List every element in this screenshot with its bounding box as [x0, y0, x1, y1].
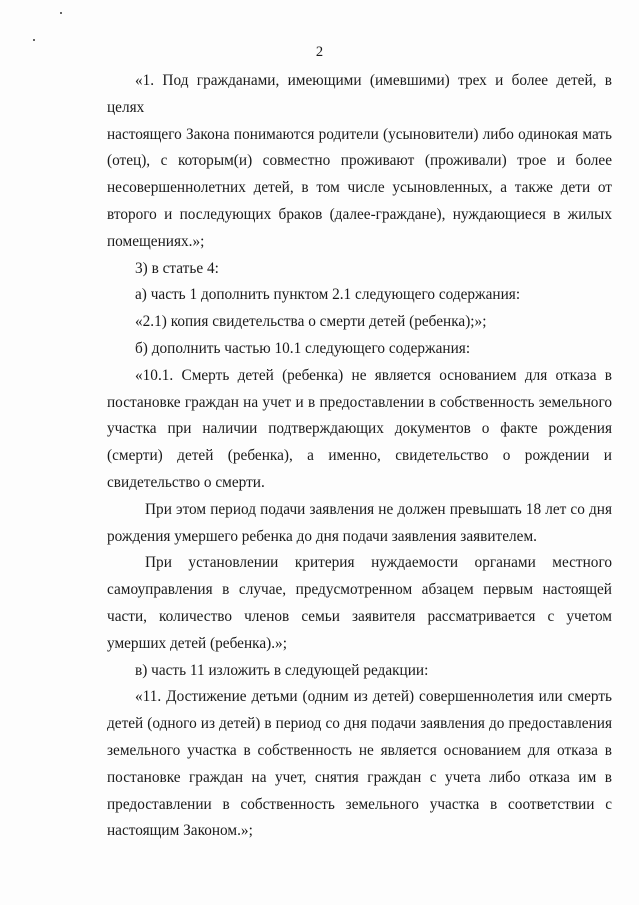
text-line: свидетельство о смерти.	[107, 473, 265, 491]
text-line: б) дополнить частью 10.1 следующего содержания:	[135, 339, 471, 357]
paragraph	[107, 68, 612, 256]
paragraph	[107, 658, 612, 685]
text-line: земельного участка в собственность не является основанием для отказа в	[107, 741, 612, 759]
text-line: умерших детей (ребенка).»;	[107, 634, 287, 652]
text-line: (отец), с которым(и) совместно проживают (проживали) трое и более	[107, 152, 612, 170]
document-body	[107, 68, 612, 845]
text-line: участка при наличии подтверждающих документов о факте рождения	[107, 420, 612, 438]
text-line: «2.1) копия свидетельства о смерти детей (ребенка);»;	[135, 313, 487, 331]
paragraph	[107, 363, 612, 497]
paragraph	[107, 336, 612, 363]
text-line: настоящим Законом.»;	[107, 822, 253, 840]
text-line: При этом период подачи заявления не должен превышать 18 лет со дня	[145, 500, 612, 518]
text-line: несовершеннолетних детей, в том числе усыновленных, а также дети от	[107, 179, 612, 197]
text-line: помещениях.»;	[107, 232, 205, 250]
text-line: постановке граждан на учет, снятия граждан с учета либо отказа им в	[107, 768, 612, 786]
text-line: а) часть 1 дополнить пунктом 2.1 следующего содержания:	[135, 286, 521, 304]
paragraph	[107, 550, 612, 657]
text-line: самоуправления в случае, предусмотренном абзацем первым настоящей	[107, 581, 612, 599]
text-line: предоставлении в собственность земельного участка в соответствии с	[107, 795, 612, 813]
text-line: второго и последующих браков (далее-граждане), нуждающиеся в жилых	[107, 205, 612, 223]
text-line: «11. Достижение детьми (одним из детей) совершеннолетия или смерть	[135, 688, 612, 706]
paragraph	[107, 497, 612, 551]
page-number: 2	[315, 44, 324, 60]
text-line: рождения умершего ребенка до дня подачи заявления заявителем.	[107, 527, 537, 545]
paragraph	[107, 256, 612, 283]
text-line: (смерти) детей (ребенка), а именно, свидетельство о рождении и	[107, 447, 612, 465]
text-line: «1. Под гражданами, имеющими (имевшими) трех и более детей, в целях	[107, 72, 612, 116]
paragraph	[107, 282, 612, 309]
paragraph	[107, 684, 612, 845]
text-line: детей (одного из детей) в период со дня подачи заявления до предоставления	[107, 715, 612, 733]
text-line: в) часть 11 изложить в следующей редакции:	[135, 661, 429, 679]
scan-speck	[60, 12, 62, 14]
scan-speck	[33, 39, 35, 41]
text-line: «10.1. Смерть детей (ребенка) не является основанием для отказа в	[135, 366, 612, 384]
text-line: части, количество членов семьи заявителя рассматривается с учетом	[107, 607, 612, 625]
text-line: настоящего Закона понимаются родители (усыновители) либо одинокая мать	[107, 125, 612, 143]
text-line: При установлении критерия нуждаемости органами местного	[145, 554, 612, 572]
paragraph	[107, 309, 612, 336]
text-line: постановке граждан на учет и в предоставлении в собственность земельного	[107, 393, 612, 411]
text-line: 3) в статье 4:	[135, 259, 219, 277]
